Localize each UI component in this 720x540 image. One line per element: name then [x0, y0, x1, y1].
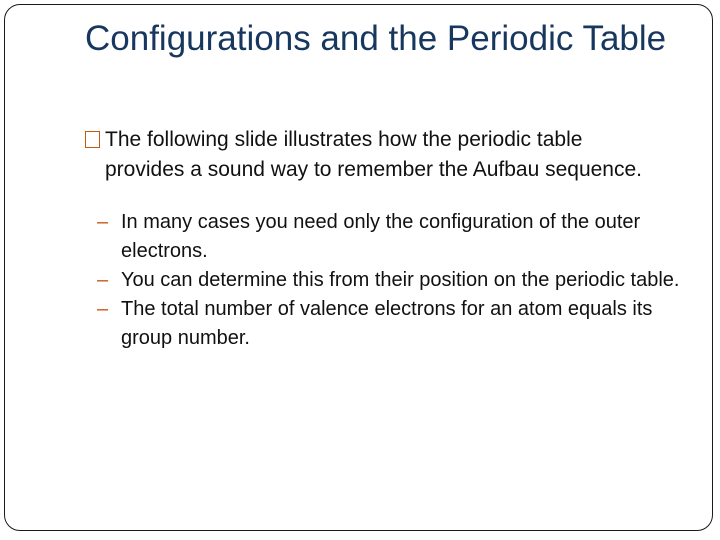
- dash-bullet-icon: –: [97, 298, 109, 320]
- sub-bullet-item: [97, 295, 697, 353]
- dash-bullet-icon: –: [97, 211, 109, 233]
- main-bullet-text: The following slide illustrates how the periodic table provides a sound way to remember the Aufbau sequence.: [105, 128, 642, 181]
- square-bullet-icon: [85, 131, 100, 148]
- sub-bullet-item: [97, 208, 697, 266]
- sub-bullet-text: The total number of valence electrons for an atom equals its group number.: [121, 298, 653, 349]
- dash-bullet-icon: –: [97, 269, 109, 291]
- slide-frame: [4, 4, 713, 531]
- sub-bullet-text: You can determine this from their position on the periodic table.: [121, 269, 680, 291]
- sub-bullet-text: In many cases you need only the configuration of the outer electrons.: [121, 211, 641, 262]
- sub-bullet-item: [97, 266, 697, 295]
- main-bullet: [85, 125, 645, 185]
- slide-title: Configurations and the Periodic Table: [85, 19, 667, 58]
- sub-bullet-list: [97, 208, 697, 353]
